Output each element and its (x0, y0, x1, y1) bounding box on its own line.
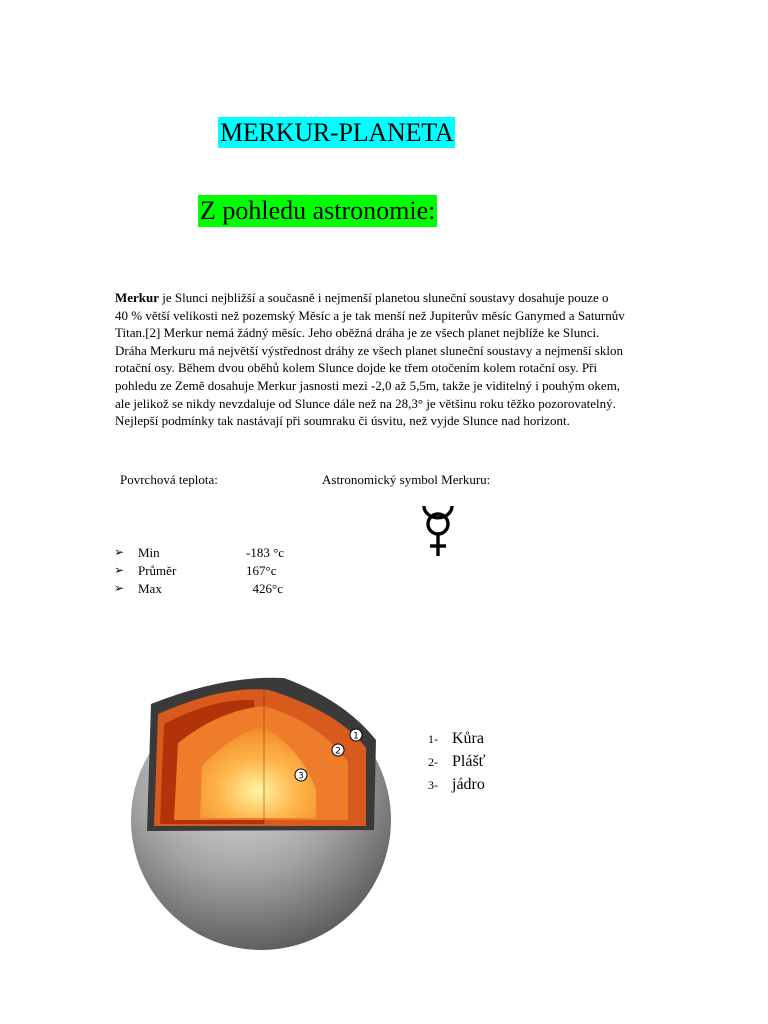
marker-label: 1 (353, 731, 359, 742)
temp-value: -183 °c (246, 545, 285, 560)
temp-name: Min (138, 545, 160, 560)
temperature-label: Povrchová teplota: (120, 472, 218, 487)
temp-name: Průměr (138, 563, 177, 578)
temp-value: 426°c (246, 581, 283, 596)
marker-label: 3 (298, 771, 304, 782)
list-item (114, 581, 314, 599)
arrow-bullet-icon: ➢ (114, 545, 125, 559)
layer-name: jádro (452, 776, 485, 793)
list-item (114, 545, 314, 563)
layer-name: Plášť (452, 753, 486, 770)
layer-number: 3- (428, 778, 438, 792)
temp-value: 167°c (246, 563, 277, 578)
layers-legend (428, 730, 486, 799)
layer-name: Kůra (452, 730, 484, 747)
list-item (428, 776, 486, 799)
arrow-bullet-icon: ➢ (114, 581, 125, 595)
paragraph-line: pohledu ze Země dosahuje Merkur jasnosti mezi -2,0 až 5,5m, takže je viditelný i pouhým okem, (115, 377, 621, 393)
marker-label: 2 (335, 746, 341, 757)
paragraph-line (115, 289, 680, 307)
temperature-list (114, 545, 314, 599)
list-item (428, 753, 486, 776)
intro-paragraph (115, 289, 680, 430)
mercury-symbol-icon (418, 504, 458, 560)
page-subtitle: Z pohledu astronomie: (200, 196, 436, 225)
paragraph-line: Dráha Merkuru má největší výstřednost dráhy ze všech planet sluneční soustavy a nejmenší sklon (115, 342, 623, 358)
layer-number: 1- (428, 732, 438, 746)
mercury-structure-diagram (104, 640, 416, 952)
temp-name: Max (138, 581, 162, 596)
symbol-label: Astronomický symbol Merkuru: (322, 472, 491, 487)
paragraph-line: ale jelikož se nikdy nevzdaluje od Slunce dále než na 28,3° je většinu roku těžko pozorovatelný. (115, 395, 616, 411)
paragraph-text: je Slunci nejbližší a současně i nejmenší planetou sluneční soustavy dosahuje pouze o (159, 290, 609, 305)
paragraph-line: Nejlepší podmínky tak nastávají při soumraku či úsvitu, než vyjde Slunce nad horizont. (115, 413, 570, 429)
bold-word: Merkur (115, 290, 160, 305)
page-title: MERKUR-PLANETA (220, 118, 454, 147)
list-item (428, 730, 486, 753)
paragraph-line: rotační osy. Během dvou oběhů kolem Slunce dojde ke třem otočením kolem rotační osy. Při (115, 360, 598, 376)
list-item (114, 563, 314, 581)
layer-number: 2- (428, 755, 438, 769)
paragraph-line: Titan.[2] Merkur nemá žádný měsíc. Jeho oběžná dráha je ze všech planet nejblíže ke Slunci. (115, 325, 600, 341)
arrow-bullet-icon: ➢ (114, 563, 125, 577)
paragraph-line: 40 % větší velikosti než pozemský Měsíc a je tak menší než Jupiterův měsíc Ganymed a Saturnův (115, 307, 625, 323)
